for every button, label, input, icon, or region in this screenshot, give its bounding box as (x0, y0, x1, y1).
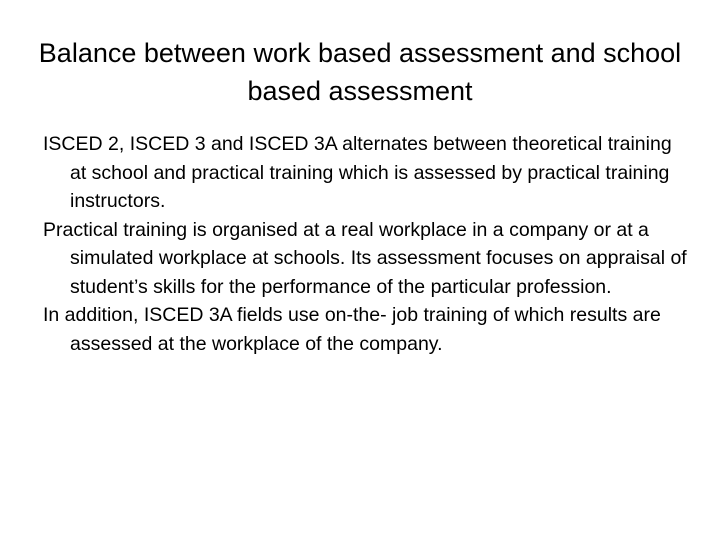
body-paragraph: Practical training is organised at a real workplace in a company or at a simulated workplace at schools. Its assessment focuses on appraisal of student’s skills for the performance of the particular profession. (43, 218, 687, 298)
body-paragraph: In addition, ISCED 3A fields use on-the- job training of which results are assessed at the workplace of the company. (43, 304, 661, 355)
slide-title: Balance between work based assessment and school based assessment (38, 38, 682, 106)
body-paragraph: ISCED 2, ISCED 3 and ISCED 3A alternates between theoretical training at school and practical training which is assessed by practical training instructors. (43, 133, 672, 212)
slide-body (43, 130, 688, 358)
